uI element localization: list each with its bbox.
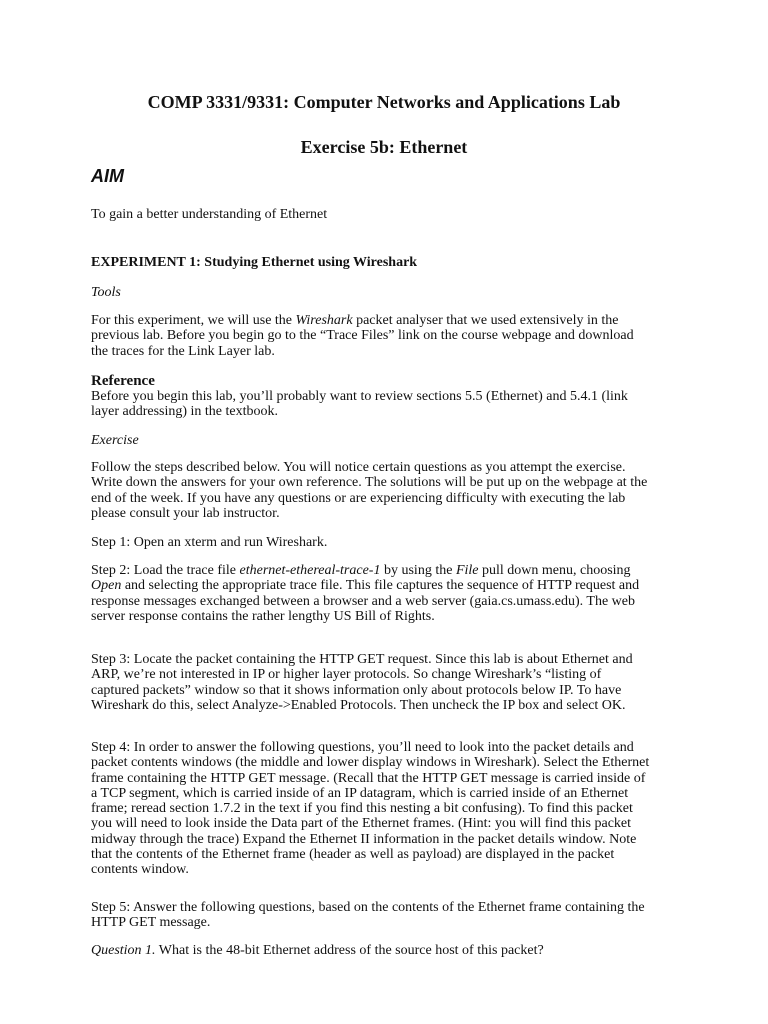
open-term: Open: [91, 578, 122, 594]
document-title: COMP 3331/9331: Computer Networks and Applications Lab: [147, 92, 621, 112]
aim-text: To gain a better understanding of Ethernet: [91, 207, 328, 222]
step-3: Step 3: Locate the packet containing the HTTP GET request. Since this lab is about Ethernet and ARP, we’re not interested in IP or higher layer protocols. So change Wireshark’s “listing of captured packets” window so that it shows information only about protocols below IP. To have Wireshark do this, select Analyze->Enabled Protocols. Then uncheck the IP box and select OK.: [91, 652, 633, 713]
exercise-heading: Exercise: [91, 433, 139, 448]
reference-paragraph: Before you begin this lab, you’ll probably want to review sections 5.5 (Ethernet) and 5.4.1 (link layer addressing) in the textbook.: [91, 389, 628, 420]
aim-heading: AIM: [91, 166, 124, 186]
tools-heading: Tools: [91, 285, 121, 300]
exercise-paragraph: Follow the steps described below. You will notice certain questions as you attempt the exercise. Write down the answers for your own reference. The solutions will be put up on the webpage at the end of the week. If you have any questions or are experiencing difficulty with executing the lab please consult your lab instructor.: [91, 460, 648, 521]
step-1: Step 1: Open an xterm and run Wireshark.: [91, 535, 328, 550]
wireshark-term: Wireshark: [295, 313, 357, 328]
file-menu-term: File: [455, 563, 479, 578]
tools-paragraph: For this experiment, we will use the Wireshark packet analyser that we used extensively in the previous lab. Before you begin go to the “Trace Files” link on the course webpage and download the traces for the Link Layer lab.: [91, 313, 634, 359]
step-2: Step 2: Load the trace file ethernet-ethereal-trace-1 by using the File pull down menu, choosing Open and selecting the appropriate trace file. This file captures the sequence of HTTP request and response messages exchanged between a browser and a web server (gaia.cs.umass.edu). The web server response contains the rather lengthy US Bill of Rights.: [91, 563, 640, 624]
question-1: Question 1. What is the 48-bit Ethernet address of the source host of this packet?: [91, 943, 544, 958]
experiment-heading: EXPERIMENT 1: Studying Ethernet using Wireshark: [91, 255, 418, 270]
reference-heading: Reference: [91, 373, 155, 389]
step-5: Step 5: Answer the following questions, based on the contents of the Ethernet frame containing the HTTP GET message.: [91, 900, 645, 931]
trace-file-name: ethernet-ethereal-trace-1: [239, 563, 381, 578]
document-subtitle: Exercise 5b: Ethernet: [300, 137, 468, 157]
question-1-label: Question 1.: [91, 943, 156, 958]
step-4: Step 4: In order to answer the following questions, you’ll need to look into the packet details and packet contents windows (the middle and lower display windows in Wireshark). Select the Ethernet frame containing the HTTP GET message. (Recall that the HTTP GET message is carried inside of a TCP segment, which is carried inside of an IP datagram, which is carried inside of an Ethernet frame; reread section 1.7.2 in the text if you find this nesting a bit confusing). To find this packet you will need to look inside the Data part of the Ethernet frames. (Hint: you will find this packet midway through the trace) Expand the Ethernet II information in the packet details window. Note that the contents of the Ethernet frame (header as well as payload) are displayed in the packet contents window.: [91, 740, 650, 878]
